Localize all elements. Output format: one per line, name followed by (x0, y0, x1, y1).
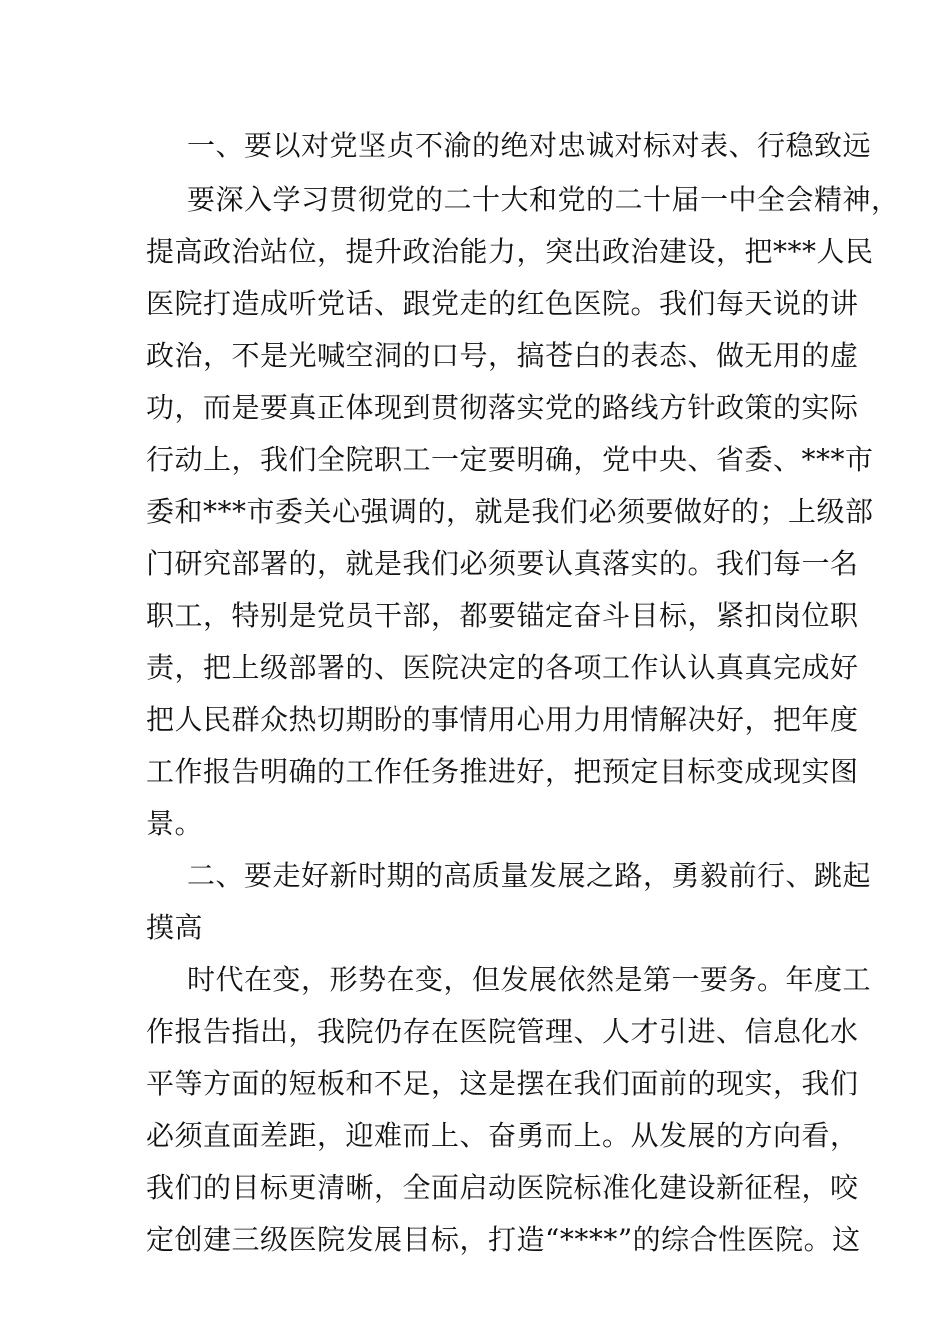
paragraph-line: 功，而是要真正体现到贯彻落实党的路线方针政策的实际 (146, 391, 859, 424)
section-heading-2-continued: 摸高 (146, 911, 204, 944)
paragraph-line: 委和***市委关心强调的，就是我们必须要做好的；上级部 (146, 495, 874, 528)
paragraph-line: 作报告指出，我院仍存在医院管理、人才引进、信息化水 (146, 1015, 859, 1048)
paragraph-line: 要深入学习贯彻党的二十大和党的二十届一中全会精神， (187, 183, 900, 216)
paragraph-line: 职工，特别是党员干部，都要锚定奋斗目标，紧扣岗位职 (146, 599, 859, 632)
section-heading-1: 一、要以对党坚贞不渝的绝对忠诚对标对表、行稳致远 (187, 129, 872, 162)
paragraph-line: 政治，不是光喊空洞的口号，搞苍白的表态、做无用的虚 (146, 339, 859, 372)
paragraph-line: 责，把上级部署的、医院决定的各项工作认认真真完成好 (146, 651, 859, 684)
paragraph-line: 提高政治站位，提升政治能力，突出政治建设，把***人民 (146, 235, 874, 268)
paragraph-line: 医院打造成听党话、跟党走的红色医院。我们每天说的讲 (146, 287, 859, 320)
paragraph-line: 平等方面的短板和不足，这是摆在我们面前的现实，我们 (146, 1067, 859, 1100)
section-heading-2: 二、要走好新时期的高质量发展之路，勇毅前行、跳起 (187, 859, 872, 892)
paragraph-line: 工作报告明确的工作任务推进好，把预定目标变成现实图 (146, 755, 859, 788)
paragraph-line: 必须直面差距，迎难而上、奋勇而上。从发展的方向看， (146, 1119, 859, 1152)
paragraph-line: 景。 (146, 807, 204, 840)
paragraph-line: 把人民群众热切期盼的事情用心用力用情解决好，把年度 (146, 703, 859, 736)
paragraph-line: 我们的目标更清晰，全面启动医院标准化建设新征程，咬 (146, 1171, 859, 1204)
paragraph-line: 行动上，我们全院职工一定要明确，党中央、省委、***市 (146, 443, 874, 476)
paragraph-line: 门研究部署的，就是我们必须要认真落实的。我们每一名 (146, 547, 859, 580)
paragraph-line: 定创建三级医院发展目标，打造“****”的综合性医院。这 (146, 1223, 861, 1256)
paragraph-line: 时代在变，形势在变，但发展依然是第一要务。年度工 (187, 963, 872, 996)
